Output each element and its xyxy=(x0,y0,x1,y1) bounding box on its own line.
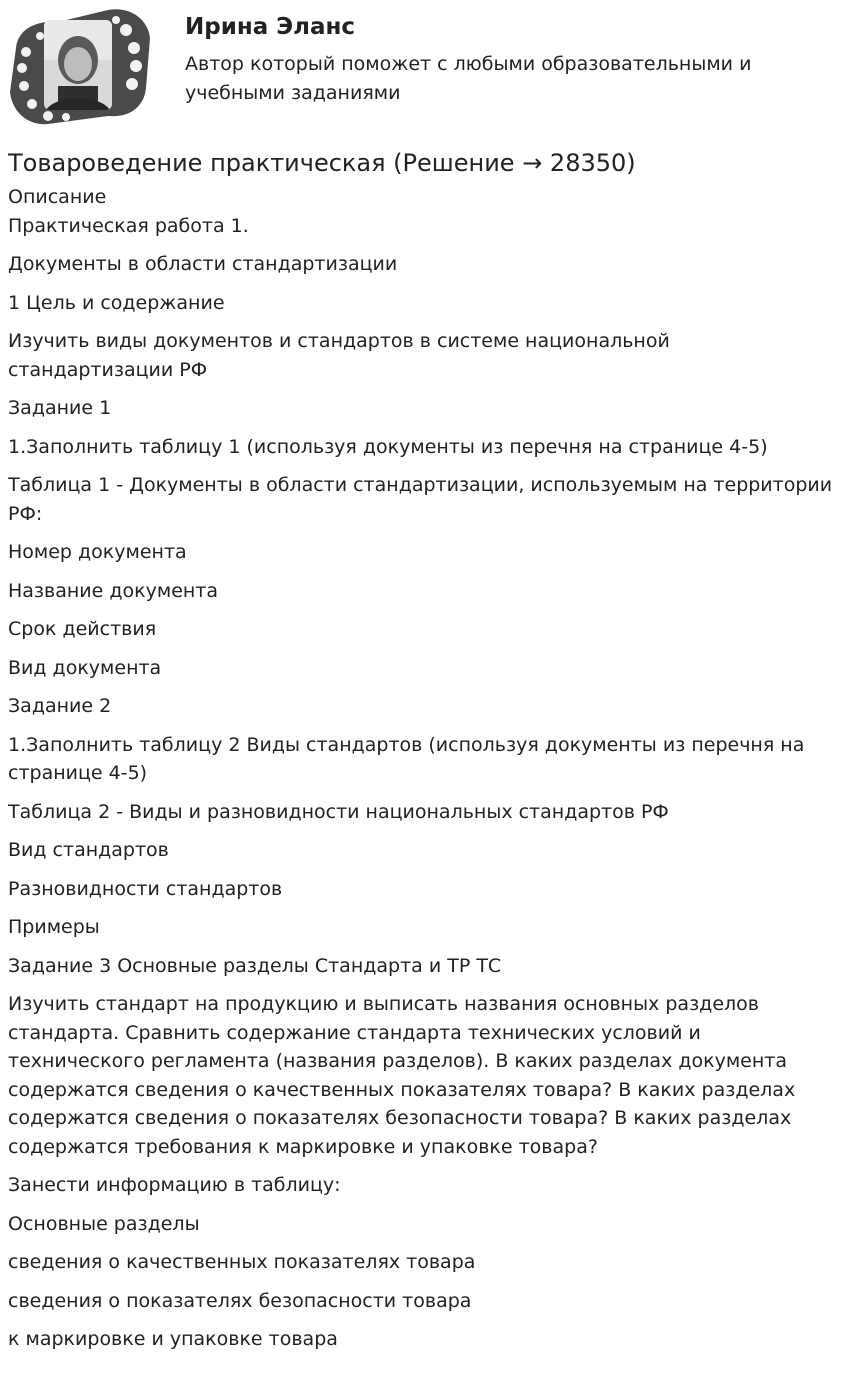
paragraph: Практическая работа 1. xyxy=(8,214,249,237)
paragraph: Срок действия xyxy=(8,618,157,640)
paragraph: Занести информацию в таблицу: xyxy=(8,1174,341,1196)
description-body xyxy=(8,212,838,1354)
author-header xyxy=(0,0,847,135)
paragraph: 1.Заполнить таблицу 1 (используя документы из перечня на странице 4-5) xyxy=(8,435,768,458)
paragraph: Номер документа xyxy=(8,541,187,563)
paragraph: 1.Заполнить таблицу 2 Виды стандартов (используя документы из перечня на странице 4-5) xyxy=(8,733,805,784)
paragraph: Задание 2 xyxy=(8,695,112,717)
paragraph: Разновидности стандартов xyxy=(8,877,283,900)
paragraph: Таблица 1 - Документы в области стандартизации, используемым на территории РФ: xyxy=(8,474,833,525)
paragraph: Задание 3 Основные разделы Стандарта и ТР ТС xyxy=(8,954,502,977)
author-name: Ирина Эланс xyxy=(185,14,356,40)
page-title: Товароведение практическая (Решение → 28350) xyxy=(8,149,636,177)
paragraph: Изучить стандарт на продукцию и выписать названия основных разделов стандарта. Сравнить содержание стандарта технических условий и технического регламента (названия разделов). В каких разделах документа содержатся сведения о качественных показателях товара? В каких разделах содержатся сведения о показателях безопасности товара? В каких разделах содержатся требования к маркировке и упаковке товара? xyxy=(8,993,796,1158)
main-content xyxy=(8,146,838,1364)
author-description: Автор который поможет с любыми образовательными и учебными заданиями xyxy=(185,53,752,104)
paragraph: к маркировке и упаковке товара xyxy=(8,1328,338,1350)
paragraph: Изучить виды документов и стандартов в системе национальной стандартизации РФ xyxy=(8,330,670,381)
paragraph: Таблица 2 - Виды и разновидности национальных стандартов РФ xyxy=(8,800,669,823)
paragraph: 1 Цель и содержание xyxy=(8,291,225,314)
paragraph: Основные разделы xyxy=(8,1212,200,1235)
description-label: Описание xyxy=(8,186,107,208)
paragraph: Примеры xyxy=(8,916,100,938)
author-avatar xyxy=(8,8,150,126)
paragraph: Название документа xyxy=(8,579,219,602)
paragraph: Документы в области стандартизации xyxy=(8,253,398,275)
paragraph: Задание 1 xyxy=(8,397,112,419)
paragraph: сведения о качественных показателях товара xyxy=(8,1251,476,1273)
paragraph: Вид документа xyxy=(8,656,162,679)
paragraph: сведения о показателях безопасности товара xyxy=(8,1289,472,1312)
paragraph: Вид стандартов xyxy=(8,839,169,861)
